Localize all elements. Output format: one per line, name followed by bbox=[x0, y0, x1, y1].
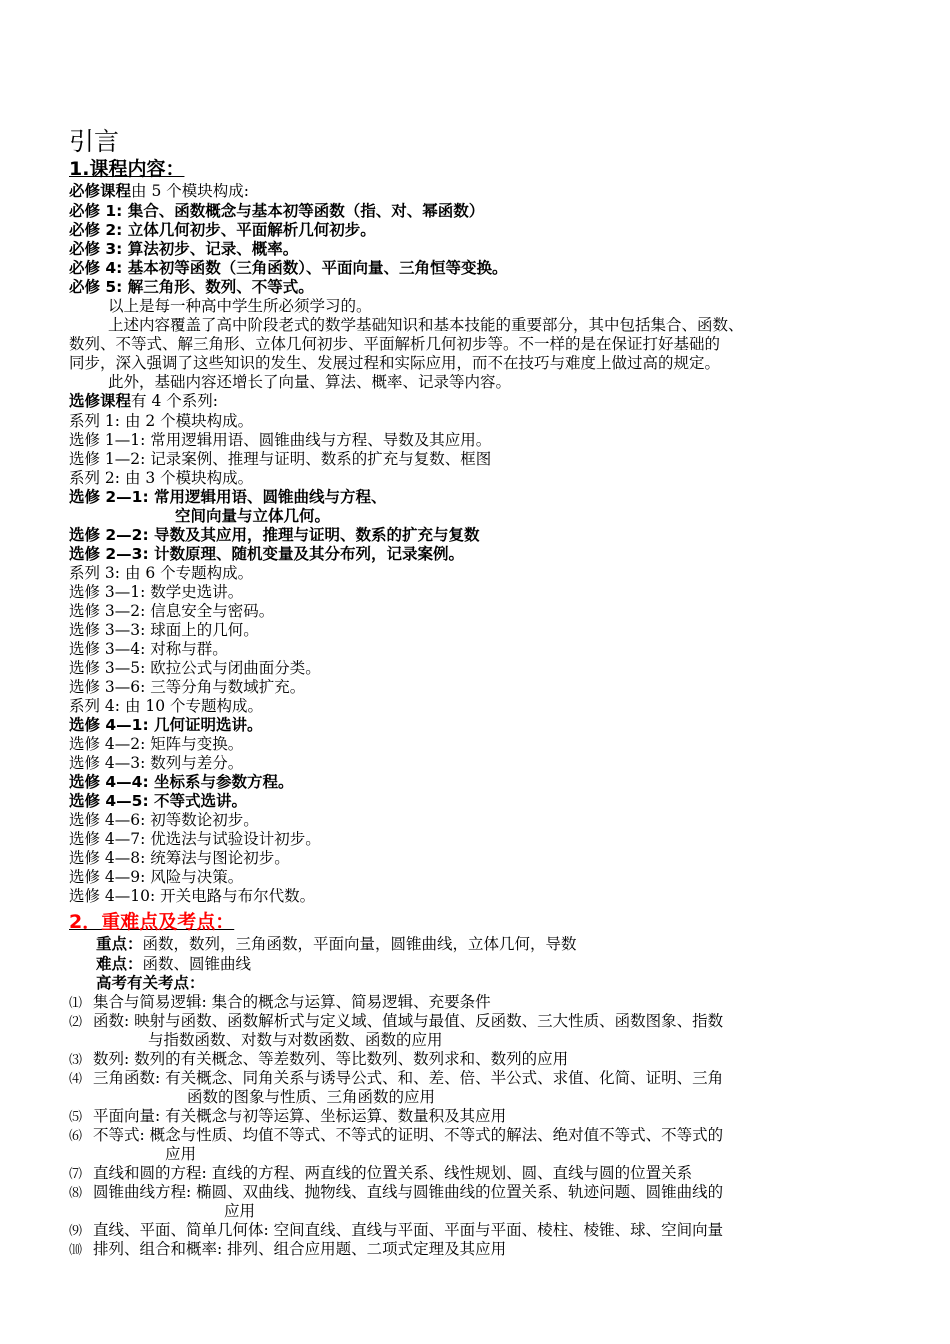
key-points-line bbox=[96, 935, 577, 954]
exam-point-3 bbox=[69, 1050, 568, 1070]
exam-point-9 bbox=[69, 1221, 723, 1241]
exam-point-7 bbox=[69, 1164, 692, 1184]
page-title: 引言 bbox=[69, 127, 120, 156]
elective-courses-label: 选修课程 bbox=[69, 392, 132, 410]
point-number: ⑺ bbox=[69, 1167, 83, 1182]
required-module-5 bbox=[69, 278, 314, 297]
exam-point-10 bbox=[69, 1240, 506, 1260]
exam-point-4 bbox=[69, 1069, 723, 1089]
key-points-text: 函数，数列，三角函数，平面向量，圆锥曲线，立体几何，导数 bbox=[142, 935, 577, 953]
elective-2-1: 选修 2—1: 常用逻辑用语、圆锥曲线与方程、 bbox=[69, 488, 387, 506]
elective-3-3: 选修 3—3: 球面上的几何。 bbox=[69, 621, 259, 639]
elective-2-3: 选修 2—3: 计数原理、随机变量及其分布列，记录案例。 bbox=[69, 545, 465, 563]
point-text: 集合与简易逻辑: 集合的概念与运算、简易逻辑、充要条件 bbox=[93, 993, 491, 1011]
point-number: ⑴ bbox=[69, 996, 83, 1011]
series-3-intro: 系列 3: 由 6 个专题构成。 bbox=[69, 564, 254, 582]
elective-3-5: 选修 3—5: 欧拉公式与闭曲面分类。 bbox=[69, 659, 321, 677]
elective-3-4: 选修 3—4: 对称与群。 bbox=[69, 640, 228, 658]
point-number: ⑻ bbox=[69, 1186, 83, 1201]
elective-4-10: 选修 4—10: 开关电路与布尔代数。 bbox=[69, 887, 316, 905]
paragraph-coverage-line-1: 上述内容覆盖了高中阶段老式的数学基础知识和基本技能的重要部分，其中包括集合、函数、 bbox=[108, 316, 744, 334]
module-text: 立体几何初步、平面解析几何初步。 bbox=[127, 221, 376, 239]
series-1-intro: 系列 1: 由 2 个模块构成。 bbox=[69, 412, 254, 430]
required-module-3 bbox=[69, 240, 298, 259]
elective-4-5: 选修 4—5: 不等式选讲。 bbox=[69, 792, 248, 810]
elective-3-6: 选修 3—6: 三等分角与数域扩充。 bbox=[69, 678, 306, 696]
paragraph-required-note: 以上是每一种高中学生所必须学习的。 bbox=[108, 297, 372, 315]
paragraph-coverage-line-2: 数列、不等式、解三角形、立体几何初步、平面解析几何初步等。不一样的是在保证打好基础的 bbox=[69, 335, 721, 353]
elective-4-2: 选修 4—2: 矩阵与变换。 bbox=[69, 735, 244, 753]
point-text: 不等式: 概念与性质、均值不等式、不等式的证明、不等式的解法、绝对值不等式、不等式的 bbox=[93, 1126, 724, 1144]
key-points-label: 重点： bbox=[96, 935, 143, 953]
point-text: 函数: 映射与函数、函数解析式与定义域、值域与最值、反函数、三大性质、函数图象、指数 bbox=[93, 1012, 724, 1030]
elective-4-1: 选修 4—1: 几何证明选讲。 bbox=[69, 716, 263, 734]
elective-1-2: 选修 1—2: 记录案例、推理与证明、数系的扩充与复数、框图 bbox=[69, 450, 492, 468]
module-label: 必修 4: bbox=[69, 259, 123, 277]
required-module-2 bbox=[69, 221, 376, 240]
point-number: ⑸ bbox=[69, 1110, 83, 1125]
series-4-intro: 系列 4: 由 10 个专题构成。 bbox=[69, 697, 264, 715]
difficult-points-label: 难点： bbox=[96, 955, 143, 973]
section-heading-key-points: 2．重难点及考点： bbox=[69, 911, 235, 933]
required-courses-intro bbox=[69, 182, 249, 201]
exam-point-4-continued: 函数的图象与性质、三角函数的应用 bbox=[187, 1088, 436, 1106]
section-heading-course-content: 1.课程内容： bbox=[69, 158, 185, 180]
paragraph-additions: 此外，基础内容还增长了向量、算法、概率、记录等内容。 bbox=[108, 373, 512, 391]
module-text: 解三角形、数列、不等式。 bbox=[127, 278, 314, 296]
elective-3-1: 选修 3—1: 数学史选讲。 bbox=[69, 583, 244, 601]
elective-courses-count: 有 4 个系列: bbox=[131, 392, 218, 410]
point-text: 排列、组合和概率: 排列、组合应用题、二项式定理及其应用 bbox=[93, 1240, 507, 1258]
exam-point-6-continued: 应用 bbox=[165, 1145, 197, 1163]
exam-point-6 bbox=[69, 1126, 723, 1146]
module-label: 必修 2: bbox=[69, 221, 123, 239]
required-courses-label: 必修课程 bbox=[69, 182, 132, 200]
point-number: ⑼ bbox=[69, 1224, 83, 1239]
paragraph-coverage-line-3: 同步，深入强调了这些知识的发生、发展过程和实际应用，而不在技巧与难度上做过高的规定。 bbox=[69, 354, 721, 372]
point-text: 平面向量: 有关概念与初等运算、坐标运算、数量积及其应用 bbox=[93, 1107, 507, 1125]
difficult-points-text: 函数、圆锥曲线 bbox=[142, 955, 252, 973]
exam-points-label: 高考有关考点： bbox=[96, 974, 205, 992]
point-number: ⑷ bbox=[69, 1072, 83, 1087]
series-2-intro: 系列 2: 由 3 个模块构成。 bbox=[69, 469, 254, 487]
exam-point-2-continued: 与指数函数、对数与对数函数、函数的应用 bbox=[148, 1031, 443, 1049]
module-text: 集合、函数概念与基本初等函数（指、对、幂函数） bbox=[127, 202, 485, 220]
difficult-points-line bbox=[96, 955, 251, 974]
point-text: 三角函数: 有关概念、同角关系与诱导公式、和、差、倍、半公式、求值、化简、证明、三角 bbox=[93, 1069, 724, 1087]
module-text: 基本初等函数（三角函数）、平面向量、三角恒等变换。 bbox=[127, 259, 508, 277]
elective-3-2: 选修 3—2: 信息安全与密码。 bbox=[69, 602, 275, 620]
elective-4-9: 选修 4—9: 风险与决策。 bbox=[69, 868, 244, 886]
module-label: 必修 5: bbox=[69, 278, 123, 296]
elective-2-2: 选修 2—2: 导数及其应用，推理与证明、数系的扩充与复数 bbox=[69, 526, 480, 544]
exam-point-2 bbox=[69, 1012, 723, 1032]
required-module-1 bbox=[69, 202, 484, 221]
module-label: 必修 1: bbox=[69, 202, 123, 220]
elective-courses-intro bbox=[69, 392, 218, 411]
elective-4-7: 选修 4—7: 优选法与试验设计初步。 bbox=[69, 830, 321, 848]
module-text: 算法初步、记录、概率。 bbox=[127, 240, 299, 258]
elective-2-1-continued: 空间向量与立体几何。 bbox=[175, 507, 331, 525]
elective-4-6: 选修 4—6: 初等数论初步。 bbox=[69, 811, 259, 829]
point-number: ⑽ bbox=[69, 1243, 83, 1258]
elective-1-1: 选修 1—1: 常用逻辑用语、圆锥曲线与方程、导数及其应用。 bbox=[69, 431, 492, 449]
required-courses-count: 由 5 个模块构成: bbox=[131, 182, 249, 200]
exam-point-8 bbox=[69, 1183, 723, 1203]
required-module-4 bbox=[69, 259, 508, 278]
elective-4-8: 选修 4—8: 统筹法与图论初步。 bbox=[69, 849, 290, 867]
exam-point-5 bbox=[69, 1107, 506, 1127]
point-text: 直线和圆的方程: 直线的方程、两直线的位置关系、线性规划、圆、直线与圆的位置关系 bbox=[93, 1164, 693, 1182]
point-number: ⑶ bbox=[69, 1053, 83, 1068]
point-number: ⑹ bbox=[69, 1129, 83, 1144]
point-text: 圆锥曲线方程: 椭圆、双曲线、抛物线、直线与圆锥曲线的位置关系、轨迹问题、圆锥曲线的 bbox=[93, 1183, 724, 1201]
point-text: 直线、平面、简单几何体: 空间直线、直线与平面、平面与平面、棱柱、棱锥、球、空间向量 bbox=[93, 1221, 724, 1239]
exam-point-1 bbox=[69, 993, 491, 1013]
elective-4-3: 选修 4—3: 数列与差分。 bbox=[69, 754, 244, 772]
exam-point-8-continued: 应用 bbox=[224, 1202, 256, 1220]
elective-4-4: 选修 4—4: 坐标系与参数方程。 bbox=[69, 773, 294, 791]
point-number: ⑵ bbox=[69, 1015, 83, 1030]
module-label: 必修 3: bbox=[69, 240, 123, 258]
point-text: 数列: 数列的有关概念、等差数列、等比数列、数列求和、数列的应用 bbox=[93, 1050, 569, 1068]
